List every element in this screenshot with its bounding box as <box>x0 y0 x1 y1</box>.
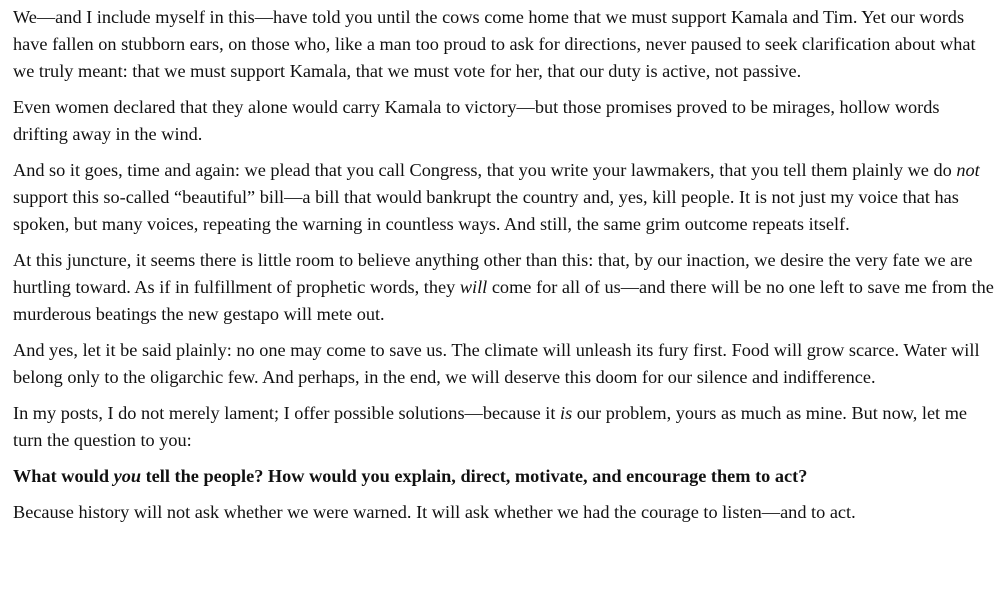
paragraph-text: come for all of us—and there will be no one left to save me from the murderous beatings the new gestapo will mete out. <box>13 277 994 324</box>
paragraph-6 <box>13 400 994 454</box>
paragraph-text: Even women declared that they alone would carry Kamala to victory—but those promises proved to be mirages, hollow words drifting away in the wind. <box>13 97 940 144</box>
paragraph-text: And so it goes, time and again: we plead that you call Congress, that you write your lawmakers, that you tell them plainly we do <box>13 160 957 180</box>
paragraph-text: And yes, let it be said plainly: no one may come to save us. The climate will unleash its fury first. Food will grow scarce. Water will belong only to the oligarchic few. And perhaps, in the end, we will deserve this doom for our silence and indifference. <box>13 340 980 387</box>
paragraph-5 <box>13 337 994 391</box>
paragraph-4 <box>13 247 994 328</box>
question-paragraph <box>13 463 994 490</box>
closing-paragraph <box>13 499 994 526</box>
paragraph-2 <box>13 94 994 148</box>
paragraph-text: We—and I include myself in this—have told you until the cows come home that we must support Kamala and Tim. Yet our words have fallen on stubborn ears, on those who, like a man too proud to ask for directions, never paused to seek clarification about what we truly meant: that we must support Kamala, that we must vote for her, that our duty is active, not passive. <box>13 7 976 81</box>
paragraph-text: Because history will not ask whether we were warned. It will ask whether we had the courage to listen—and to act. <box>13 502 856 522</box>
paragraph-3 <box>13 157 994 238</box>
emphasis-text: not <box>956 160 980 180</box>
emphasis-text: you <box>113 466 141 486</box>
emphasis-text: is <box>560 403 573 423</box>
paragraph-text: In my posts, I do not merely lament; I offer possible solutions—because it <box>13 403 560 423</box>
emphasis-text: will <box>459 277 488 297</box>
paragraph-text: our problem, yours as much as mine. But now, let me turn the question to you: <box>13 403 968 450</box>
question-text: What would <box>13 466 114 486</box>
paragraph-text: At this juncture, it seems there is little room to believe anything other than this: that, by our inaction, we desire the very fate we are hurtling toward. As if in fulfillment of prophetic words, they <box>13 250 973 297</box>
question-text: tell the people? How would you explain, direct, motivate, and encourage them to act? <box>141 466 808 486</box>
paragraph-text: support this so-called “beautiful” bill—a bill that would bankrupt the country and, yes, kill people. It is not just my voice that has spoken, but many voices, repeating the warning in countless ways. And still, the same grim outcome repeats itself. <box>13 187 959 234</box>
paragraph-1 <box>13 4 994 85</box>
